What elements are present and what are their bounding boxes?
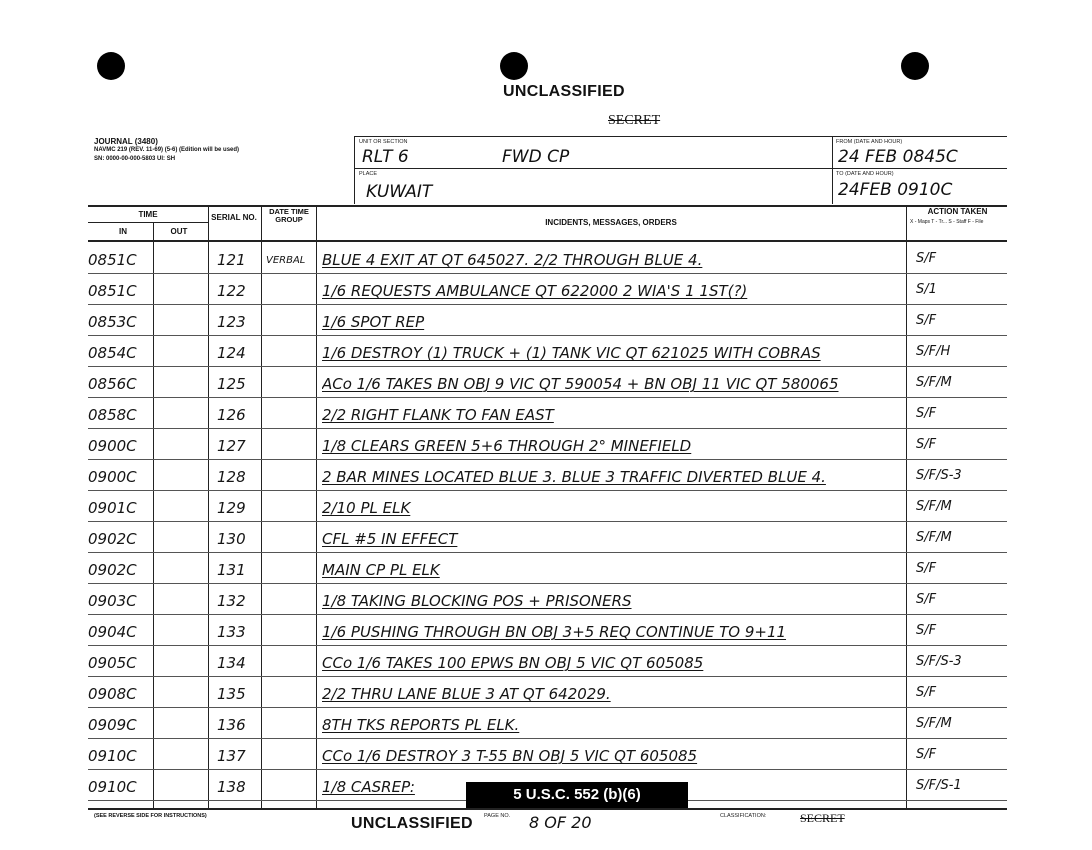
from-value: 24 FEB 0845C: [838, 147, 958, 167]
entry-text: 1/6 REQUESTS AMBULANCE QT 622000 2 WIA'S 1 1ST(?): [322, 282, 748, 300]
place-label: PLACE: [359, 171, 378, 177]
entry-text: CFL #5 IN EFFECT: [322, 530, 458, 548]
column-header-in: IN: [119, 227, 127, 236]
entry-text: 2 BAR MINES LOCATED BLUE 3. BLUE 3 TRAFFIC DIVERTED BLUE 4.: [322, 468, 826, 486]
row-rule: [88, 366, 1007, 367]
column-header-action: ACTION TAKEN: [927, 207, 988, 216]
entry-text: ACo 1/6 TAKES BN OBJ 9 VIC QT 590054 + BN OBJ 11 VIC QT 580065: [322, 375, 839, 393]
entry-action: S/1: [916, 282, 937, 297]
entry-action: S/F/S-3: [916, 468, 962, 483]
column-header-out: OUT: [170, 227, 188, 236]
entry-time: 0909C: [88, 716, 137, 734]
entry-serial: 135: [217, 685, 246, 703]
entry-text: 1/6 DESTROY (1) TRUCK + (1) TANK VIC QT 621025 WITH COBRAS: [322, 344, 821, 362]
page-label: PAGE NO.: [484, 813, 511, 819]
entry-action: S/F: [916, 623, 937, 638]
entry-time: 0902C: [88, 561, 137, 579]
entry-time: 0856C: [88, 375, 137, 393]
entry-time: 0903C: [88, 592, 137, 610]
redaction-box: 5 U.S.C. 552 (b)(6): [466, 782, 688, 808]
to-value: 24FEB 0910C: [838, 180, 953, 200]
entry-time: 0901C: [88, 499, 137, 517]
place-value: KUWAIT: [366, 182, 433, 202]
classification-label: CLASSIFICATION:: [720, 813, 767, 819]
entry-serial: 121: [217, 251, 246, 269]
entry-time: 0904C: [88, 623, 137, 641]
entry-time: 0853C: [88, 313, 137, 331]
row-rule: [88, 273, 1007, 274]
entry-text: BLUE 4 EXIT AT QT 645027. 2/2 THROUGH BLUE 4.: [322, 251, 703, 269]
entry-serial: 123: [217, 313, 246, 331]
row-rule: [88, 459, 1007, 460]
row-rule: [88, 428, 1007, 429]
column-header-serial: SERIAL NO.: [211, 213, 257, 222]
entry-time: 0908C: [88, 685, 137, 703]
entry-text: 8TH TKS REPORTS PL ELK.: [322, 716, 520, 734]
classification-top: UNCLASSIFIED: [503, 83, 625, 100]
entry-text: 2/10 PL ELK: [322, 499, 411, 517]
row-rule: [88, 738, 1007, 739]
entry-action: S/F/S-3: [916, 654, 962, 669]
entry-time: 0905C: [88, 654, 137, 672]
entry-text: 1/6 SPOT REP: [322, 313, 425, 331]
entry-time: 0900C: [88, 437, 137, 455]
row-rule: [88, 521, 1007, 522]
row-rule: [88, 490, 1007, 491]
entry-action: S/F: [916, 251, 937, 266]
entry-time: 0854C: [88, 344, 137, 362]
entry-serial: 138: [217, 778, 246, 796]
entry-action: S/F: [916, 406, 937, 421]
unit-label: UNIT OR SECTION: [359, 139, 408, 145]
entry-action: S/F/M: [916, 499, 952, 514]
entry-serial: 128: [217, 468, 246, 486]
entry-time: 0900C: [88, 468, 137, 486]
row-rule: [88, 397, 1007, 398]
row-rule: [88, 769, 1007, 770]
form-title: JOURNAL (3480): [94, 137, 158, 146]
entry-serial: 130: [217, 530, 246, 548]
entry-serial: 127: [217, 437, 246, 455]
form-stock-number: SN: 0000-00-000-5803 UI: SH: [94, 156, 176, 162]
row-rule: [88, 645, 1007, 646]
to-label: TO (DATE AND HOUR): [836, 171, 894, 177]
unit-section-value: FWD CP: [502, 147, 570, 167]
entry-action: S/F/H: [916, 344, 951, 359]
entry-time: 0910C: [88, 778, 137, 796]
entry-text: 1/6 PUSHING THROUGH BN OBJ 3+5 REQ CONTINUE TO 9+11: [322, 623, 787, 641]
row-rule: [88, 676, 1007, 677]
entry-serial: 124: [217, 344, 246, 362]
row-rule: [88, 707, 1007, 708]
struck-classification-top: SECRET: [608, 113, 661, 128]
entry-time: 0858C: [88, 406, 137, 424]
entry-text: 2/2 THRU LANE BLUE 3 AT QT 642029.: [322, 685, 611, 703]
row-rule: [88, 614, 1007, 615]
entry-action: S/F: [916, 561, 937, 576]
entry-action: S/F/M: [916, 716, 952, 731]
entry-dtg: VERBAL: [266, 255, 306, 266]
row-rule: [88, 304, 1007, 305]
row-rule: [88, 552, 1007, 553]
page-value: 8 OF 20: [529, 813, 592, 832]
entry-action: S/F/M: [916, 530, 952, 545]
column-header-action-legend: X - Maps T - Tr... S - Staff F - File: [910, 219, 984, 225]
from-label: FROM (DATE AND HOUR): [836, 139, 903, 145]
entry-text: 1/8 TAKING BLOCKING POS + PRISONERS: [322, 592, 632, 610]
reverse-side-note: (SEE REVERSE SIDE FOR INSTRUCTIONS): [94, 813, 207, 819]
entry-action: S/F/M: [916, 375, 952, 390]
entry-text: 1/8 CLEARS GREEN 5+6 THROUGH 2° MINEFIELD: [322, 437, 692, 455]
column-header-time: TIME: [138, 210, 158, 219]
entry-time: 0910C: [88, 747, 137, 765]
entry-action: S/F: [916, 747, 937, 762]
column-header-incidents: INCIDENTS, MESSAGES, ORDERS: [545, 218, 677, 227]
entry-action: S/F: [916, 437, 937, 452]
entry-text: MAIN CP PL ELK: [322, 561, 440, 579]
table-bottom-rule: [88, 808, 1007, 810]
unit-value: RLT 6: [362, 147, 409, 167]
entry-action: S/F: [916, 592, 937, 607]
entry-time: 0902C: [88, 530, 137, 548]
entry-serial: 134: [217, 654, 246, 672]
entry-serial: 126: [217, 406, 246, 424]
entry-serial: 132: [217, 592, 246, 610]
entry-time: 0851C: [88, 282, 137, 300]
entry-serial: 129: [217, 499, 246, 517]
entry-serial: 133: [217, 623, 246, 641]
row-rule: [88, 583, 1007, 584]
entry-serial: 122: [217, 282, 246, 300]
form-revision: NAVMC 219 (REV. 11-69) (5-6) (Edition will be used): [94, 147, 240, 153]
entry-action: S/F: [916, 685, 937, 700]
entry-serial: 136: [217, 716, 246, 734]
entry-serial: 137: [217, 747, 246, 765]
entry-time: 0851C: [88, 251, 137, 269]
entry-text: CCo 1/6 DESTROY 3 T-55 BN OBJ 5 VIC QT 605085: [322, 747, 698, 765]
entry-action: S/F/S-1: [916, 778, 962, 793]
entry-action: S/F: [916, 313, 937, 328]
entry-text: 2/2 RIGHT FLANK TO FAN EAST: [322, 406, 554, 424]
entry-serial: 131: [217, 561, 246, 579]
entry-text: CCo 1/6 TAKES 100 EPWS BN OBJ 5 VIC QT 605085: [322, 654, 704, 672]
entry-text: 1/8 CASREP:: [322, 778, 415, 796]
row-rule: [88, 335, 1007, 336]
column-header-dtg: DATE TIME GROUP: [269, 207, 309, 224]
struck-classification-bottom: SECRET: [800, 811, 845, 825]
entry-serial: 125: [217, 375, 246, 393]
classification-bottom: UNCLASSIFIED: [351, 815, 473, 832]
